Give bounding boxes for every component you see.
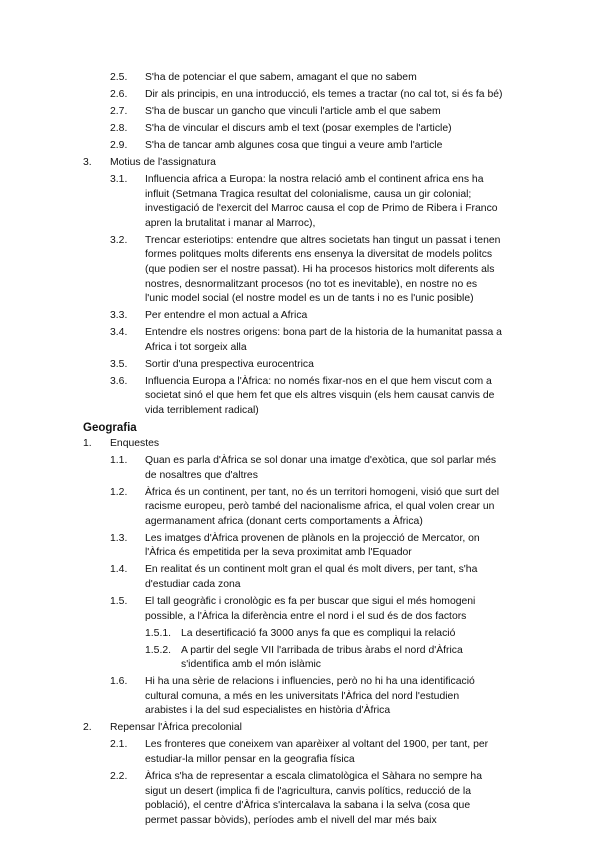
list-item-text-line: Àfrica és un continent, per tant, no és un territori homogeni, visió que surt del	[145, 486, 500, 498]
list-item-text-line: Per entendre el mon actual a Africa	[145, 310, 308, 322]
section-heading-geografia: Geografia	[83, 422, 137, 434]
list-item-text-line: S'ha de potenciar el que sabem, amagant el que no sabem	[145, 72, 417, 83]
list-item-text-line: A partir del segle VII l'arribada de tribus àrabs el nord d'Àfrica	[181, 644, 463, 656]
list-item-text-line: influit (Setmana Tragica resultat del colonialisme, causa un gir colonial;	[145, 188, 472, 200]
list-item-number: 1.1.	[110, 455, 128, 466]
list-item-number: 2.9.	[110, 140, 128, 151]
list-item-number: 3.1.	[110, 174, 128, 185]
list-item-text-line: racisme europeu, però també del nacionalisme africa, el qual volen crear un	[145, 501, 495, 513]
list-item-number: 1.6.	[110, 676, 128, 688]
list-item-text-line: l'Àfrica és empetitida per la seva proximitat amb l'Equador	[145, 547, 412, 559]
list-item-text-line: estudiar-la millor pensar en la geografia física	[145, 753, 355, 765]
list-item-text-line: permet passar bòvids), períodes amb el nivell del mar més baix	[145, 814, 437, 826]
list-item-text-line: Repensar l'Àfrica precolonial	[110, 722, 242, 734]
list-item-number: 2.7.	[110, 106, 128, 117]
list-item-number: 2.8.	[110, 123, 128, 134]
list-item-text-line: de nosaltres que d'altres	[145, 469, 258, 481]
list-item-number: 3.3.	[110, 310, 128, 322]
list-item-text-line: Les imatges d'Àfrica provenen de plànols en la projecció de Mercator, on	[145, 532, 480, 544]
list-item-text-line: Trencar esteriotips: entendre que altres societats han tingut un passat i tenen	[145, 234, 501, 246]
list-item-number: 3.6.	[110, 375, 128, 387]
list-item-text-line: l'unic model social (el nostre model es un de tants i no es l'unic posible)	[145, 293, 474, 305]
list-item-text-line: agermanament africa (donant certs comportaments a Àfrica)	[145, 515, 423, 527]
list-item-text-line: Africa i tot sorgeix alla	[145, 341, 247, 353]
list-item-text-line: s'identifica amb el món islàmic	[181, 659, 321, 671]
list-item-text-line: apren la brutalitat i manar al Marroc),	[145, 217, 316, 229]
list-item-text-line: La desertificació fa 3000 anys fa que es compliqui la relació	[181, 627, 456, 639]
list-item-number: 1.5.	[110, 596, 128, 607]
list-item-text-line: S'ha de buscar un gancho que vinculi l'article amb el que sabem	[145, 106, 441, 117]
list-item-text-line: Les fronteres que coneixem van aparèixer al voltant del 1900, per tant, per	[145, 739, 489, 751]
list-item-text-line: societat sinó el que hem fet que els altres visquin (els hem causat canvis de	[145, 390, 495, 402]
list-item-number: 2.6.	[110, 89, 128, 100]
list-item-number: 1.3.	[110, 532, 128, 544]
list-item-text-line: Hi ha una sèrie de relacions i influencies, però no hi ha una identificació	[145, 676, 475, 688]
list-item-number: 3.2.	[110, 234, 128, 246]
list-item-number: 1.4.	[110, 564, 128, 576]
list-item-text-line: Quan es parla d'Àfrica se sol donar una imatge d'exòtica, que sol parlar més	[145, 455, 497, 466]
list-item-number: 1.5.2.	[145, 644, 171, 656]
list-item-text-line: Influencia Europa a l'Àfrica: no només fixar-nos en el que hem viscut com a	[145, 375, 492, 387]
list-item-text-line: S'ha de vincular el discurs amb el text (posar exemples de l'article)	[145, 123, 452, 134]
list-item-number: 2.1.	[110, 739, 128, 751]
list-item-text-line: vida terriblement radical)	[145, 404, 259, 416]
list-item-text-line: Entendre els nostres origens: bona part de la historia de la humanitat passa a	[145, 327, 502, 339]
list-item-text-line: Dir als principis, en una introducció, els temes a tractar (no cal tot, si és fa bé)	[145, 89, 503, 100]
list-item-number: 1.	[83, 438, 92, 449]
list-item-text-line: En realitat és un continent molt gran el qual és molt divers, per tant, s'ha	[145, 564, 478, 576]
list-item-text-line: Àfrica s'ha de representar a escala climatològica el Sàhara no sempre ha	[145, 771, 482, 782]
list-item-text-line: arabistes i la del sud especialistes en història d'Àfrica	[145, 705, 391, 717]
list-item-text-line: sigut un desert (implica fi de l'agricultura, canvis polítics, reducció de la	[145, 785, 471, 797]
list-item-text-line: possible, a l'Àfrica la diferència entre el nord i el sud és de dos factors	[145, 610, 467, 622]
list-item-text-line: Motius de l'assignatura	[110, 157, 216, 168]
list-item-number: 1.2.	[110, 486, 128, 498]
list-item-text-line: S'ha de tancar amb algunes cosa que tingui a veure amb l'article	[145, 140, 443, 151]
list-item-number: 3.5.	[110, 358, 128, 370]
list-item-number: 2.	[83, 722, 92, 734]
list-item-text-line: població), el centre d'Àfrica s'intercalava la sabana i la selva (cosa que	[145, 800, 471, 812]
list-item-number: 3.4.	[110, 327, 128, 339]
list-item-text-line: cultural comuna, a més en les universitats l'Àfrica del nord l'estudien	[145, 690, 460, 702]
list-item-text-line: El tall geogràfic i cronològic es fa per buscar que sigui el més homogeni	[145, 596, 476, 607]
list-item-number: 2.2.	[110, 771, 128, 782]
list-item-text-line: d'estudiar cada zona	[145, 578, 241, 590]
list-item-text-line: investigació de l'exercit del Marroc causa el cop de Primo de Ribera i Franco	[145, 203, 498, 215]
list-item-number: 1.5.1.	[145, 627, 171, 639]
list-item-number: 3.	[83, 157, 92, 168]
list-item-number: 2.5.	[110, 72, 128, 83]
list-item-text-line: Sortir d'una prespectiva eurocentrica	[145, 358, 314, 370]
list-item-text-line: (que podien ser el nostre passat). Hi ha procesos historics molt diferents als	[145, 263, 495, 275]
list-item-text-line: formes politques molts diferents ens ensenya la diversitat de models politcs	[145, 249, 493, 261]
list-item-text-line: Enquestes	[110, 438, 160, 449]
list-item-text-line: nostres, desnormalitzant procesos (no tot es inevitable), en nostre no es	[145, 278, 478, 290]
list-item-text-line: Influencia africa a Europa: la nostra relació amb el continent africa ens ha	[145, 174, 484, 185]
